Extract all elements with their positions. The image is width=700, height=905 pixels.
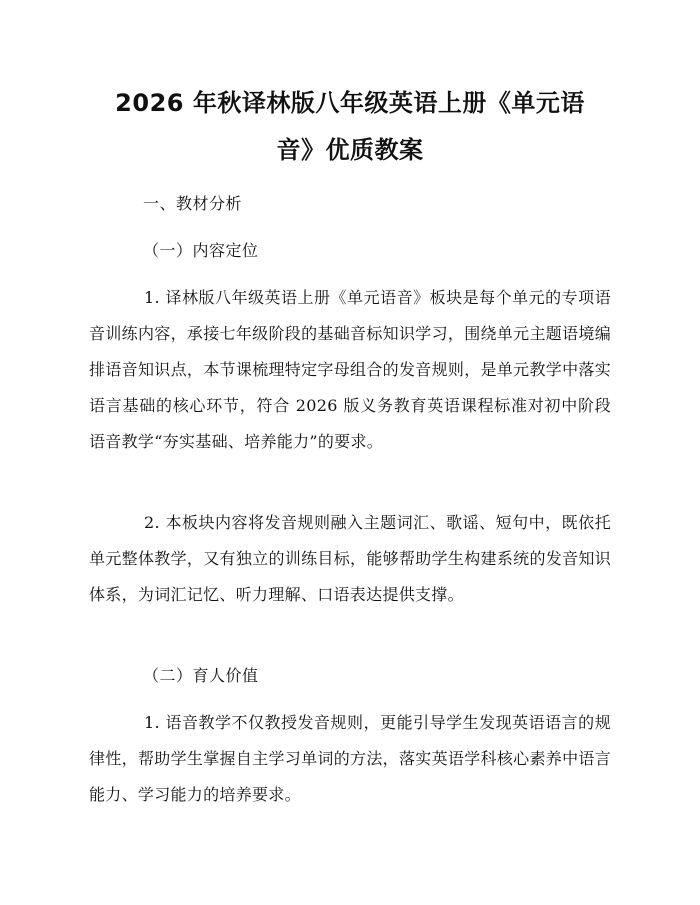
paragraph: 1. 译林版八年级英语上册《单元语音》板块是每个单元的专项语音训练内容，承接七年级阶段的基础音标知识学习，围绕单元主题语境编排语音知识点，本节课梳理特定字母组合的发音规则，是单元教学中落实语言基础的核心环节，符合 2026 版义务教育英语课程标准对初中阶段语音教学“夯实基础、培养能力”的要求。 [89, 288, 611, 451]
document-title-line-2: 音》优质教案 [276, 136, 424, 164]
section-heading-textbook-analysis: 一、教材分析 [143, 194, 243, 213]
subsection-heading-content-positioning: （一）内容定位 [143, 241, 259, 260]
paragraph: 1. 语音教学不仅教授发音规则，更能引导学生发现英语语言的规律性，帮助学生掌握自主学习单词的方法，落实英语学科核心素养中语言能力、学习能力的培养要求。 [89, 713, 611, 804]
paragraph: 2. 本板块内容将发音规则融入主题词汇、歌谣、短句中，既依托单元整体教学，又有独立的训练目标，能够帮助学生构建系统的发音知识体系，为词汇记忆、听力理解、口语表达提供支撑。 [89, 513, 611, 604]
subsection-heading-educational-value: （二）育人价值 [143, 666, 259, 685]
document-title-line-1: 2026 年秋译林版八年级英语上册《单元语 [115, 89, 585, 117]
